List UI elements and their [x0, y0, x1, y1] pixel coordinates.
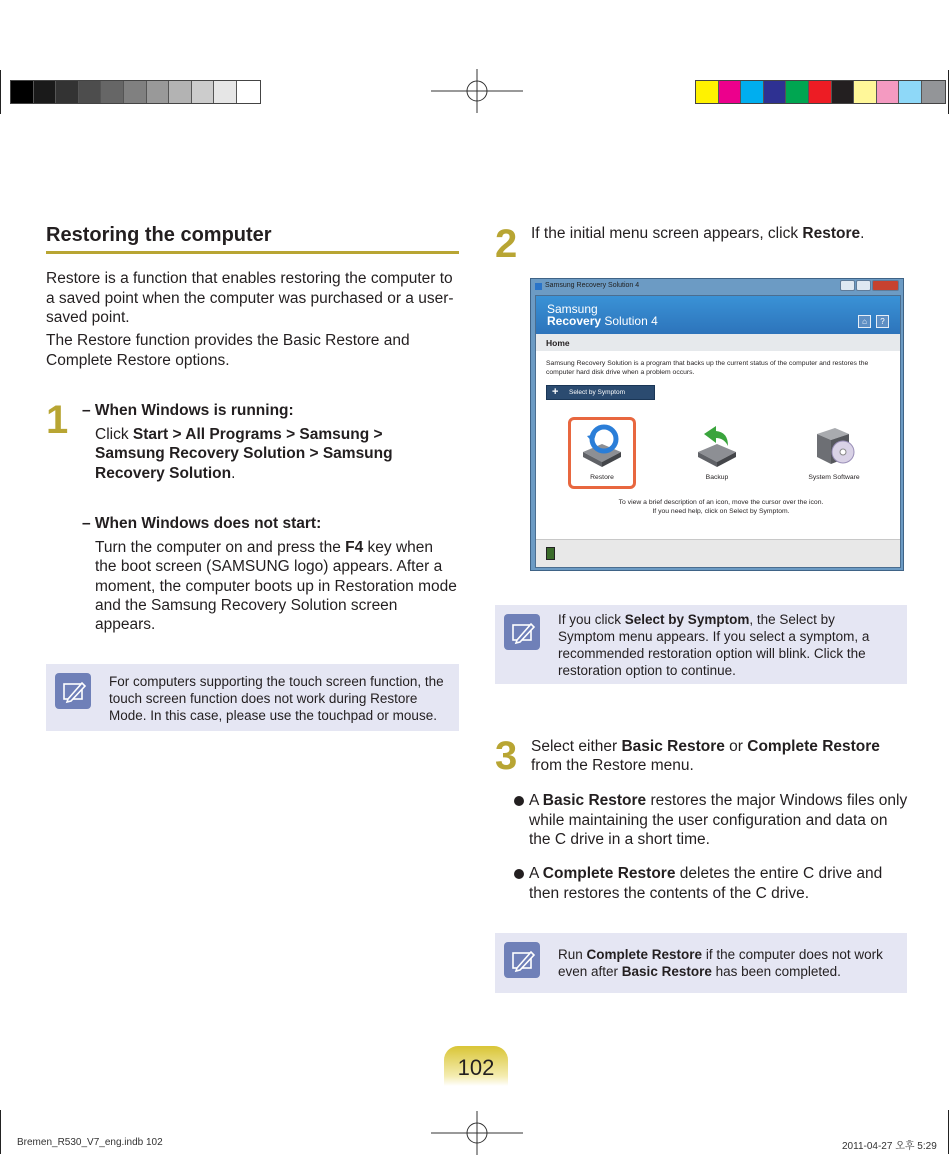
- step3-text-1: Select either: [531, 738, 622, 755]
- crop-mark: [0, 1110, 1, 1154]
- bullet1-text-2: restores the major Windows files only while maintaining the user configuration and data on the C drive in a short time.: [529, 792, 908, 848]
- slug-timestamp: 2011-04-27 오후 5:29: [842, 1141, 937, 1152]
- brand-line-1: Samsung: [547, 302, 598, 316]
- color-swatch: [34, 81, 57, 103]
- crop-mark: [948, 70, 949, 114]
- home-label: Home: [536, 334, 900, 351]
- note-pencil-icon: [55, 673, 91, 709]
- color-swatches: [695, 80, 946, 104]
- f4-key: F4: [345, 539, 364, 556]
- intro-paragraph-2: The Restore function provides the Basic Restore and Complete Restore options.: [46, 332, 410, 369]
- window-footer: [536, 539, 900, 567]
- note3-complete-restore: Complete Restore: [586, 947, 703, 962]
- color-swatch: [79, 81, 102, 103]
- note-text: [558, 611, 893, 679]
- title-rule: [46, 251, 459, 254]
- system-software-label: System Software: [808, 474, 860, 481]
- maximize-icon[interactable]: [856, 280, 871, 291]
- hint-line-1: To view a brief description of an icon, move the cursor over the icon.: [618, 499, 824, 506]
- instruction-windows-not-start: [95, 538, 457, 634]
- step-number-2: 2: [495, 222, 518, 266]
- color-swatch: [237, 81, 260, 103]
- system-software-icon: [811, 424, 857, 468]
- color-swatch: [56, 81, 79, 103]
- note-text: For computers supporting the touch screen function, the touch screen function does not work during Restore Mode. In this case, please use the touchpad or mouse.: [109, 674, 444, 723]
- help-icon[interactable]: ?: [876, 315, 889, 328]
- note3-text-3: has been completed.: [711, 964, 841, 979]
- color-swatch: [719, 81, 742, 103]
- color-swatch: [786, 81, 809, 103]
- step2-period: .: [860, 225, 865, 242]
- page-number: 102: [444, 1046, 508, 1086]
- bullet2-complete-restore: Complete Restore: [542, 865, 676, 882]
- bullet-dot: [514, 796, 524, 806]
- step2-text-1: If the initial menu screen appears, click: [531, 225, 803, 242]
- restore-option[interactable]: [572, 424, 632, 481]
- color-swatch: [832, 81, 855, 103]
- section-title: Restoring the computer: [46, 224, 272, 246]
- color-swatch: [169, 81, 192, 103]
- footer-status-icon: [546, 547, 555, 560]
- color-swatch: [214, 81, 237, 103]
- note3-text-1: Run: [558, 947, 587, 962]
- instruction-text-2: key when the boot screen (SAMSUNG logo) appears. After a moment, the computer boots up in Restoration mode and the Samsung Recovery Solution screen appears.: [95, 539, 457, 634]
- color-swatch: [192, 81, 215, 103]
- bullet2-text-1: A: [529, 865, 543, 882]
- step3-text-3: from the Restore menu.: [531, 757, 694, 775]
- color-swatch: [741, 81, 764, 103]
- color-swatch: [696, 81, 719, 103]
- note3-text-2: if the computer does not work even after: [558, 947, 883, 979]
- select-by-symptom-button[interactable]: [546, 385, 655, 400]
- note-pencil-icon: [504, 942, 540, 978]
- step3-basic-restore: Basic Restore: [621, 738, 725, 755]
- note3-basic-restore: Basic Restore: [621, 964, 712, 979]
- registration-mark-bottom: [431, 1111, 523, 1155]
- complete-restore-note: [495, 933, 907, 993]
- note-pencil-icon: [504, 614, 540, 650]
- subheading-windows-running: – When Windows is running:: [82, 402, 294, 419]
- bullet-dot: [514, 869, 524, 879]
- touch-screen-note: [46, 664, 459, 731]
- app-header: [536, 296, 900, 334]
- subheading-windows-not-start: – When Windows does not start:: [82, 515, 322, 532]
- intro-paragraph-1: Restore is a function that enables restoring the computer to a saved point when the computer was purchased or a user-saved point.: [46, 270, 454, 326]
- app-description: Samsung Recovery Solution is a program that backs up the current status of the computer and restores the computer hard disk drive when a problem occurs.: [546, 360, 869, 376]
- note-text: [558, 946, 898, 980]
- instruction-text-1: Turn the computer on and press the: [95, 539, 346, 556]
- color-swatch: [101, 81, 124, 103]
- step2-restore: Restore: [802, 225, 861, 242]
- note2-text-1: If you click: [558, 612, 625, 627]
- minimize-icon[interactable]: [840, 280, 855, 291]
- step-number-3: 3: [495, 734, 518, 778]
- brand-line-2: [547, 314, 658, 328]
- window-content: [535, 295, 901, 568]
- color-swatch: [899, 81, 922, 103]
- color-swatch: [922, 81, 945, 103]
- select-by-symptom-note: [495, 605, 907, 684]
- bullet1-text-1: A: [529, 792, 543, 809]
- backup-label: Backup: [705, 474, 729, 481]
- backup-icon: [694, 424, 740, 468]
- menu-path: Start > All Programs > Samsung > Samsung Recovery Solution > Samsung Recovery Solution: [95, 426, 393, 482]
- bullet1-basic-restore: Basic Restore: [542, 792, 647, 809]
- color-swatch: [854, 81, 877, 103]
- color-swatch: [877, 81, 900, 103]
- color-swatch: [147, 81, 170, 103]
- instruction-click-text: Click: [95, 426, 133, 443]
- registration-mark-top: [431, 69, 523, 113]
- select-by-symptom-label: Select by Symptom: [569, 389, 625, 396]
- crop-mark: [948, 1110, 949, 1154]
- bullet2-text-2: deletes the entire C drive and then restores the contents of the C drive.: [529, 865, 883, 902]
- bullet-text: [529, 864, 909, 903]
- plus-icon: +: [552, 386, 559, 398]
- brand-recovery: Recovery: [547, 314, 602, 328]
- grayscale-swatches: [10, 80, 261, 104]
- help-hint: [576, 498, 866, 516]
- bullet-text: [529, 791, 909, 850]
- step2-text: [531, 224, 911, 243]
- brand-solution: Solution 4: [601, 314, 658, 328]
- window-controls: [840, 280, 899, 291]
- backup-option[interactable]: [687, 424, 747, 481]
- color-swatch: [11, 81, 34, 103]
- slug-filename: Bremen_R530_V7_eng.indb 102: [17, 1137, 163, 1148]
- instruction-windows-running: [95, 425, 425, 483]
- restore-label: Restore: [590, 474, 614, 481]
- color-swatch: [764, 81, 787, 103]
- window-title: Samsung Recovery Solution 4: [545, 282, 640, 289]
- restore-icon: [579, 424, 625, 468]
- home-icon[interactable]: ⌂: [858, 315, 871, 328]
- system-software-option[interactable]: [798, 424, 870, 481]
- step3-text-2: or: [724, 738, 748, 755]
- note2-text-2: , the Select by Symptom menu appears. If you select a symptom, a recommended restoration option will blink. Click the restoration option to continue.: [558, 612, 870, 678]
- hint-line-2: If you need help, click on Select by Symptom.: [652, 508, 790, 515]
- step3-text: [531, 737, 911, 776]
- color-swatch: [124, 81, 147, 103]
- crop-mark: [0, 70, 1, 114]
- color-swatch: [809, 81, 832, 103]
- instruction-period: .: [231, 464, 236, 482]
- step-number-1: 1: [46, 398, 69, 442]
- step3-complete-restore: Complete Restore: [747, 738, 880, 755]
- note2-select-by-symptom: Select by Symptom: [624, 612, 750, 627]
- recovery-window-screenshot: [530, 278, 904, 571]
- close-icon[interactable]: [872, 280, 899, 291]
